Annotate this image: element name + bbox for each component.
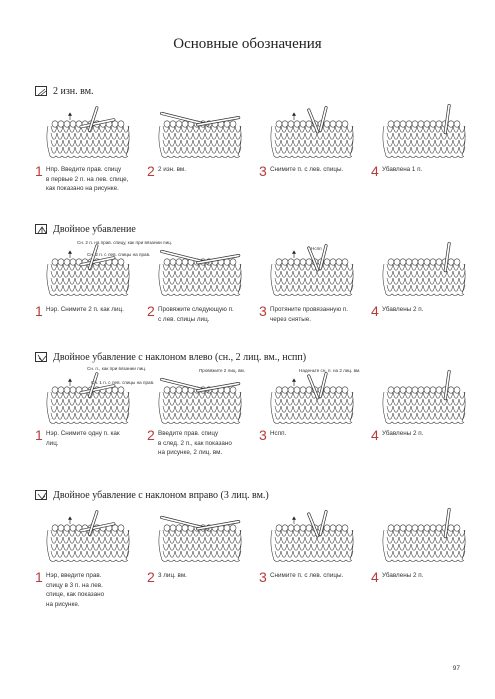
step-caption: 2 изн. вм. xyxy=(158,166,186,173)
step-caption: Убавлены 2 п. xyxy=(382,430,424,437)
right-double-decrease-symbol-icon xyxy=(35,490,47,500)
step-caption: Нэр. Снимите одну п. как лиц. xyxy=(46,430,120,447)
section-header xyxy=(35,222,136,236)
step-number: 4 xyxy=(371,303,379,319)
callout-note: Сн. п., как при вязании лиц. xyxy=(87,366,147,371)
step-caption: Убавлены 2 п. xyxy=(382,572,424,579)
section-header xyxy=(35,350,306,364)
step-caption: Убавлена 1 п. xyxy=(382,166,423,173)
step-number: 3 xyxy=(259,303,267,319)
step-3 xyxy=(259,370,364,490)
step-number: 3 xyxy=(259,163,267,179)
callout-note: Нспп xyxy=(311,246,322,251)
step-2 xyxy=(147,370,252,490)
step-number: 2 xyxy=(147,163,155,179)
step-2 xyxy=(147,104,252,224)
step-1 xyxy=(35,104,140,224)
knitting-illustration xyxy=(152,508,248,566)
step-number: 4 xyxy=(371,163,379,179)
step-caption: Снимите п. с лев. спицы. xyxy=(270,572,344,579)
two-purl-together-symbol-icon xyxy=(35,86,47,96)
step-4 xyxy=(371,370,476,490)
callout-note: Сн. 2 п. на прав. спицу, как при вязании лиц. xyxy=(77,240,173,245)
step-number: 1 xyxy=(35,303,43,319)
step-3 xyxy=(259,242,364,362)
step-caption: Провяжите следующую п. с лев. спицы лиц. xyxy=(158,306,234,323)
page-title: Основные обозначения xyxy=(173,36,322,52)
knitting-illustration xyxy=(376,242,472,300)
knitting-illustration xyxy=(40,104,136,162)
step-4 xyxy=(371,242,476,362)
step-1 xyxy=(35,366,155,490)
double-decrease-symbol-icon xyxy=(35,224,47,234)
step-number: 3 xyxy=(259,569,267,585)
knitting-illustration xyxy=(376,508,472,566)
callout-note: Сн. 2 п. с лев. спицы на прав. xyxy=(87,252,151,257)
knitting-illustration xyxy=(152,242,248,300)
step-2 xyxy=(147,508,252,628)
step-number: 1 xyxy=(35,569,43,585)
knitting-illustration xyxy=(264,508,360,566)
knitting-illustration xyxy=(264,104,360,162)
knitting-illustration xyxy=(376,104,472,162)
callout-note: Сн. 1 п. с лев. спицы на прав. xyxy=(91,380,155,385)
step-caption: Нэр. Снимите 2 п. как лиц. xyxy=(46,306,124,313)
knitting-illustration xyxy=(152,104,248,162)
section-title: Двойное убавление с наклоном вправо (3 лиц. вм.) xyxy=(53,489,269,501)
knitting-illustration xyxy=(40,242,136,300)
section-double-decrease xyxy=(35,222,465,362)
step-1 xyxy=(35,508,140,628)
step-number: 1 xyxy=(35,427,43,443)
step-number: 4 xyxy=(371,569,379,585)
step-3 xyxy=(259,104,364,224)
step-number: 3 xyxy=(259,427,267,443)
section-right-double-decrease xyxy=(35,488,465,628)
step-number: 4 xyxy=(371,427,379,443)
knitting-illustration xyxy=(40,508,136,566)
step-caption: Нэр, введите прав. спицу в 3 п. на лев. спице, как показано на рисунке. xyxy=(46,572,105,608)
step-number: 2 xyxy=(147,569,155,585)
step-4 xyxy=(371,104,476,224)
section-left-double-decrease xyxy=(35,350,465,490)
knitting-illustration xyxy=(376,370,472,428)
left-double-decrease-symbol-icon xyxy=(35,352,47,362)
section-two-purl-together xyxy=(35,84,465,224)
step-caption: 3 лиц. вм. xyxy=(158,572,187,579)
knitting-illustration xyxy=(40,370,136,428)
section-header xyxy=(35,488,269,502)
step-caption: Введите прав. спицу в след. 2 п., как показано на рисунке, 2 лиц. вм. xyxy=(158,430,232,457)
step-4 xyxy=(371,508,476,628)
callout-note: Наденьте сн. п. на 2 лиц. вм. xyxy=(299,368,361,373)
step-1 xyxy=(35,240,173,362)
callout-note: Провяжите 2 лиц. вм. xyxy=(199,368,245,373)
step-2 xyxy=(147,242,252,362)
step-number: 1 xyxy=(35,163,43,179)
knitting-illustration xyxy=(152,370,248,428)
step-caption: Убавлены 2 п. xyxy=(382,306,424,313)
step-3 xyxy=(259,508,364,628)
step-caption: Снимите п. с лев. спицы. xyxy=(270,166,344,173)
section-title: 2 изн. вм. xyxy=(53,85,94,97)
step-caption: Нспп. xyxy=(270,430,287,437)
step-number: 2 xyxy=(147,427,155,443)
section-header xyxy=(35,84,94,98)
section-title: Двойное убавление xyxy=(53,223,136,235)
page-number: 97 xyxy=(452,665,460,672)
section-title: Двойное убавление с наклоном влево (сн., 2 лиц. вм., нспп) xyxy=(53,351,307,363)
step-caption: Протяните провязанную п. через снятые. xyxy=(270,306,348,323)
step-number: 2 xyxy=(147,303,155,319)
step-caption: Нпр. Введите прав. спицу в первые 2 п. на лев. спице, как показано на рисунке. xyxy=(46,166,129,193)
knitting-illustration xyxy=(264,370,360,428)
